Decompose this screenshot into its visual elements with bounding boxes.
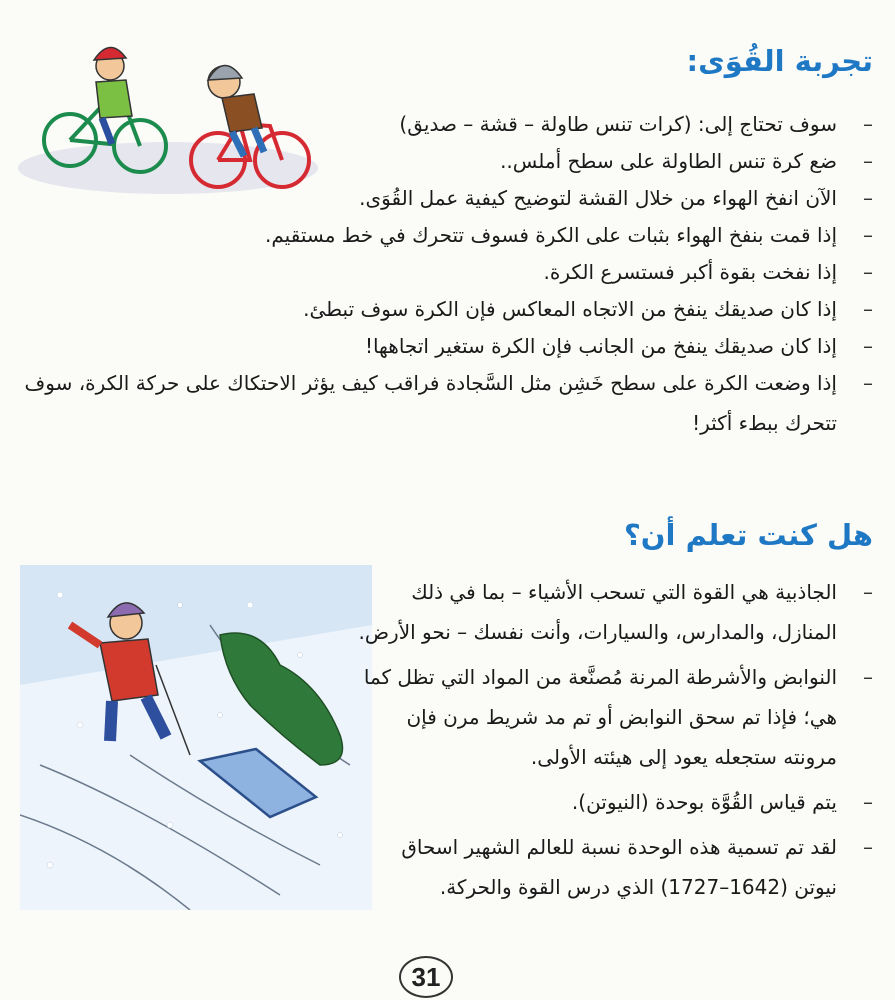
experiment-item: – إذا كان صديقك ينفخ من الاتجاه المعاكس فإن الكرة سوف تبطئ. xyxy=(23,289,873,329)
experiment-item: – سوف تحتاج إلى: (كرات تنس طاولة – قشة – صديق) xyxy=(23,104,873,144)
fact-item: – لقد تم تسمية هذه الوحدة نسبة للعالم الشهير اسحاق نيوتن (1642–1727) الذي درس القوة والحركة. xyxy=(353,827,873,907)
experiment-item: – إذا نفخت بقوة أكبر فستسرع الكرة. xyxy=(23,252,873,292)
sled-snow-illustration xyxy=(20,565,372,910)
fact-item: – النوابض والأشرطة المرنة مُصنَّعة من المواد التي تظل كما هي؛ فإذا تم سحق النوابض أو تم مد شريط مرن فإن مرونته ستجعله يعود إلى هيئته الأولى. xyxy=(353,657,873,777)
experiment-item: – إذا قمت بنفخ الهواء بثبات على الكرة فسوف تتحرك في خط مستقيم. xyxy=(23,215,873,255)
did-you-know-heading: هل كنت تعلم أن؟ xyxy=(623,518,873,552)
experiment-item: – الآن انفخ الهواء من خلال القشة لتوضيح كيفية عمل القُوَى. xyxy=(23,178,873,218)
fact-item: – الجاذبية هي القوة التي تسحب الأشياء – بما في ذلك المنازل، والمدارس، والسيارات، وأنت نفسك – نحو الأرض. xyxy=(353,572,873,652)
experiment-list xyxy=(23,104,873,440)
experiment-item: – إذا كان صديقك ينفخ من الجانب فإن الكرة ستغير اتجاهها! xyxy=(23,326,873,366)
did-you-know-list xyxy=(353,572,873,912)
fact-item: – يتم قياس القُوَّة بوحدة (النيوتن). xyxy=(353,782,873,822)
experiment-heading: تجربة القُوَى: xyxy=(686,44,873,78)
experiment-item: – إذا وضعت الكرة على سطح خَشِن مثل السَّجادة فراقب كيف يؤثر الاحتكاك على حركة الكرة، سوف تتحرك ببطء أكثر! xyxy=(23,363,873,443)
page-number: 31 xyxy=(399,956,453,998)
experiment-item: – ضع كرة تنس الطاولة على سطح أملس.. xyxy=(23,141,873,181)
